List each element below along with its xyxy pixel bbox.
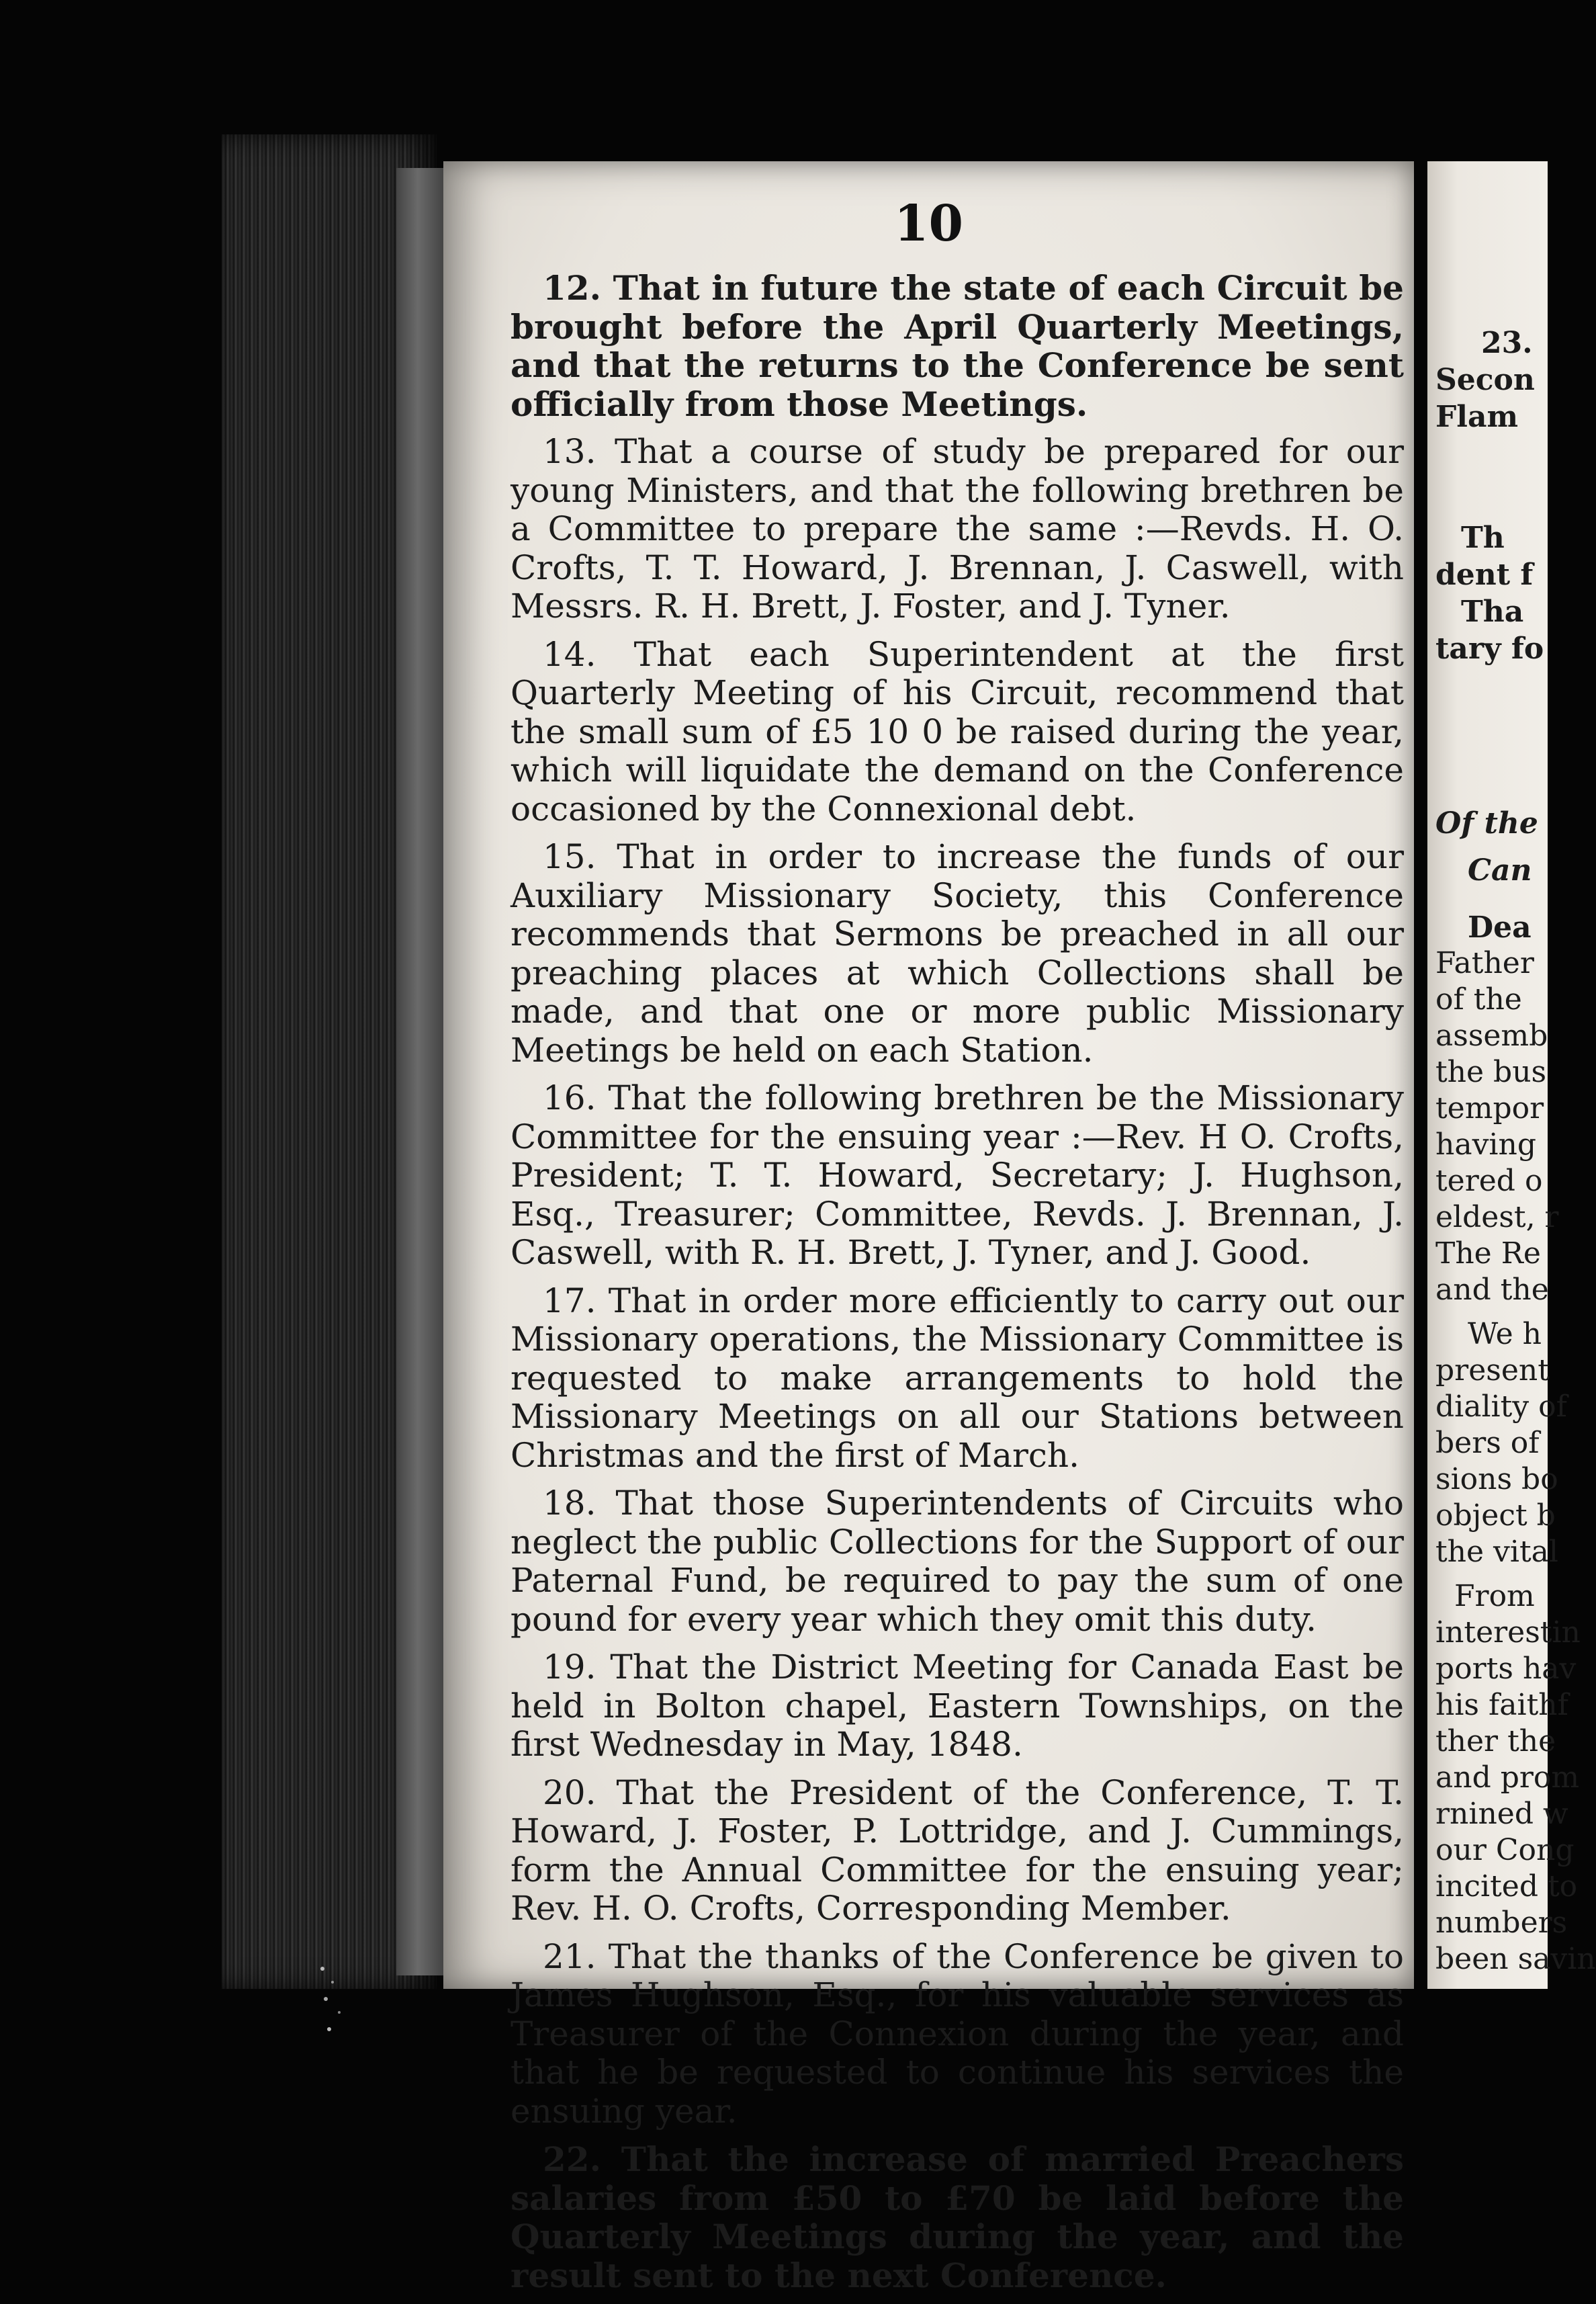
facing-line: present — [1435, 1353, 1550, 1388]
facing-line: having — [1435, 1127, 1537, 1162]
facing-line: tary fo — [1435, 632, 1544, 666]
facing-line: Th — [1461, 521, 1505, 555]
facing-line: been savin — [1435, 1942, 1596, 1976]
resolution-18: 18. That those Superintendents of Circuits who neglect the public Collections for the Support of our Paternal Fund, be required to pay the sum of one pound for every year which they omit this duty. — [511, 1484, 1404, 1639]
facing-line: ther the — [1435, 1724, 1556, 1758]
facing-line: the bus — [1435, 1055, 1547, 1089]
facing-line: interestin — [1435, 1615, 1581, 1650]
facing-line: sions bo — [1435, 1462, 1558, 1496]
facing-line: Tha — [1461, 595, 1524, 629]
facing-line: Of the — [1435, 806, 1538, 841]
facing-line: dent f — [1435, 558, 1534, 592]
facing-line: assemb — [1435, 1019, 1548, 1053]
facing-line: incited to — [1435, 1869, 1578, 1904]
facing-line: our Cong — [1435, 1833, 1575, 1867]
facing-line: object b — [1435, 1498, 1556, 1533]
facing-line: eldest, r — [1435, 1200, 1559, 1234]
facing-line: tered o — [1435, 1164, 1543, 1198]
facing-line: tempor — [1435, 1091, 1544, 1125]
resolution-21: 21. That the thanks of the Conference be given to James Hughson, Esq., for his valuable services as Treasurer of the Connexion during the year, and that he be requested to continue his services the ensuing year. — [511, 1936, 1404, 2131]
resolution-15: 15. That in order to increase the funds of our Auxiliary Missionary Society, this Conference recommends that Sermons be preached in all our preaching places at which Collections shall be made, and that one or more public Missionary Meetings be held on each Station. — [511, 837, 1404, 1070]
page-number: 10 — [894, 195, 963, 253]
facing-page-fragment — [1427, 161, 1596, 1989]
resolution-12: 12. That in future the state of each Circuit be brought before the April Quarterly Meetings, and that the returns to the Conference be sent officially from those Meetings. — [511, 268, 1404, 424]
resolution-19: 19. That the District Meeting for Canada East be held in Bolton chapel, Eastern Townships, on the first Wednesday in May, 1848. — [511, 1648, 1404, 1764]
page-10 — [443, 161, 1414, 2295]
facing-line: his faithf — [1435, 1688, 1568, 1722]
facing-line: Father — [1435, 946, 1534, 980]
facing-line: and the — [1435, 1273, 1549, 1307]
facing-line: Secon — [1435, 363, 1535, 397]
facing-line: diality of — [1435, 1390, 1567, 1424]
facing-line: of the — [1435, 982, 1522, 1017]
facing-line: bers of — [1435, 1426, 1540, 1460]
facing-line: The Re — [1435, 1236, 1541, 1271]
facing-line: 23. — [1481, 326, 1533, 360]
facing-line: Dea — [1468, 910, 1532, 945]
facing-line: and prom — [1435, 1760, 1580, 1795]
facing-line: numbers — [1435, 1906, 1568, 1940]
resolution-13: 13. That a course of study be prepared for our young Ministers, and that the following brethren be a Committee to prepare the same :—Revds. H. O. Crofts, T. T. Howard, J. Brennan, J. Caswell, with Messrs. R. H. Brett, J. Foster, and J. Tyner. — [511, 432, 1404, 626]
facing-line: Flam — [1435, 400, 1519, 434]
facing-line: Can — [1468, 853, 1532, 888]
binding-strip — [396, 168, 450, 1975]
resolution-22: 22. That the increase of married Preachers salaries from £50 to £70 be laid before the Quarterly Meetings during the year, and the result sent to the next Conference. — [511, 2139, 1404, 2295]
facing-line: the vital — [1435, 1535, 1558, 1569]
dust-specks — [316, 1962, 356, 2043]
resolutions-text — [511, 269, 1404, 2304]
resolution-16: 16. That the following brethren be the Missionary Committee for the ensuing year :—Rev. H O. Crofts, President; T. T. Howard, Secretary; J. Hughson, Esq., Treasurer; Committee, Revds. J. Brennan, J. Caswell, with R. H. Brett, J. Tyner, and J. Good. — [511, 1078, 1404, 1272]
facing-line: From — [1454, 1579, 1535, 1613]
resolution-17: 17. That in order more efficiently to carry out our Missionary operations, the Missionary Committee is requested to make arrangements to hold the Missionary Meetings on all our Stations between Christmas and the first of March. — [511, 1281, 1404, 1475]
resolution-20: 20. That the President of the Conference, T. T. Howard, J. Foster, P. Lottridge, and J. Cummings, form the Annual Committee for the ensuing year; Rev. H. O. Crofts, Corresponding Member. — [511, 1773, 1404, 1928]
facing-line: We h — [1468, 1317, 1542, 1351]
facing-line: ports hav — [1435, 1652, 1577, 1686]
resolution-14: 14. That each Superintendent at the first Quarterly Meeting of his Circuit, recommend that the small sum of £5 10 0 be raised during the year, which will liquidate the demand on the Conference occasioned by the Connexional debt. — [511, 634, 1404, 828]
facing-line: rnined w — [1435, 1797, 1568, 1831]
